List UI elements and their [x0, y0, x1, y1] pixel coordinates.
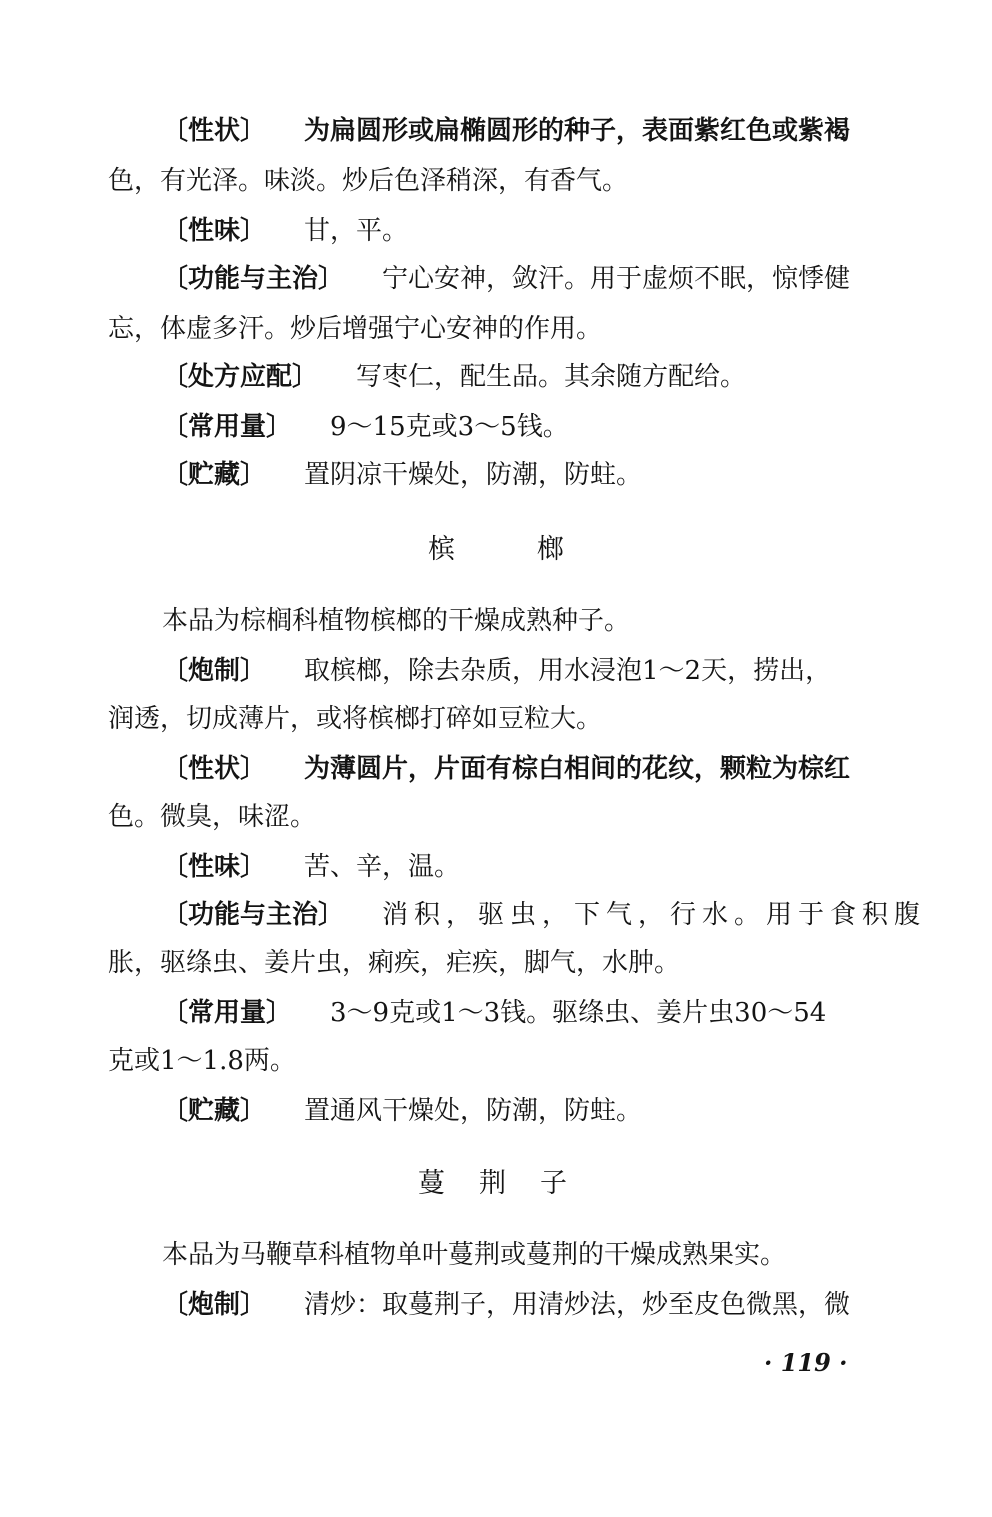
title-char: 槟 [428, 534, 455, 565]
gongneng-line-2 [108, 312, 602, 346]
section-text: 写枣仁，配生品。其余随方配给。 [356, 362, 747, 392]
binlang-gongneng-line-2 [108, 946, 680, 980]
binlang-paozhi-line-2 [108, 702, 602, 736]
entry-title-binlang [428, 532, 564, 568]
section-text: 宁心安神，敛汗。用于虚烦不眠，惊悸健 [382, 264, 851, 294]
gongneng-line-1 [162, 262, 850, 296]
section-label: 〔性状〕 [162, 754, 267, 784]
zhucang-line [162, 458, 642, 492]
section-text: 甘，平。 [304, 216, 409, 246]
binlang-xingzhuang-line-1 [162, 752, 850, 786]
section-text: 润透，切成薄片，或将槟榔打碎如豆粒大。 [108, 704, 603, 734]
section-text: 胀，驱绦虫、姜片虫，痢疾，疟疾，脚气，水肿。 [108, 948, 681, 978]
chufang-line [162, 360, 746, 394]
section-label: 〔性状〕 [162, 116, 267, 146]
section-text: 清炒：取蔓荆子，用清炒法，炒至皮色微黑，微 [304, 1290, 851, 1320]
section-label: 〔炮制〕 [162, 656, 267, 686]
section-label: 〔常用量〕 [162, 998, 293, 1028]
section-text: 消积，驱虫，下气，行水。用于食积腹 [382, 900, 927, 930]
title-char: 榔 [537, 534, 564, 565]
section-text: 苦、辛，温。 [304, 852, 461, 882]
section-label: 〔贮藏〕 [162, 460, 267, 490]
xingzhuang-line-1 [162, 114, 850, 148]
section-label: 〔功能与主治〕 [162, 264, 345, 294]
section-label: 〔炮制〕 [162, 1290, 267, 1320]
section-label: 〔性味〕 [162, 852, 267, 882]
section-text: 克或1～1.8两。 [108, 1046, 296, 1076]
section-text: 置通风干燥处，防潮，防蛀。 [304, 1096, 643, 1126]
title-char: 子 [540, 1168, 567, 1199]
section-text: 色，有光泽。味淡。炒后色泽稍深，有香气。 [108, 166, 629, 196]
title-char: 荆 [479, 1168, 506, 1199]
manjingzi-intro [162, 1238, 786, 1272]
section-label: 〔处方应配〕 [162, 362, 319, 392]
section-text: 3～9克或1～3钱。驱绦虫、姜片虫30～54 [330, 998, 827, 1028]
section-text: 色。微臭，味涩。 [108, 802, 317, 832]
section-text: 取槟榔，除去杂质，用水浸泡1～2天，捞出， [304, 656, 832, 686]
section-text: 为薄圆片，片面有棕白相间的花纹，颗粒为棕红 [304, 754, 851, 784]
binlang-yongliang-line-2 [108, 1044, 296, 1078]
binlang-xingzhuang-line-2 [108, 800, 316, 834]
section-label: 〔性味〕 [162, 216, 267, 246]
section-label: 〔功能与主治〕 [162, 900, 345, 930]
binlang-yongliang-line-1 [162, 996, 826, 1030]
manjingzi-paozhi-line-1 [162, 1288, 850, 1322]
intro-text: 本品为棕榈科植物槟榔的干燥成熟种子。 [162, 606, 631, 636]
page-number: · 119 · [764, 1348, 848, 1377]
binlang-zhucang-line [162, 1094, 642, 1128]
xingwei-line [162, 214, 408, 248]
yongliang-line [162, 410, 569, 444]
section-label: 〔贮藏〕 [162, 1096, 267, 1126]
binlang-paozhi-line-1 [162, 654, 831, 688]
section-text: 置阴凉干燥处，防潮，防蛀。 [304, 460, 643, 490]
title-char: 蔓 [418, 1168, 445, 1199]
section-text: 为扁圆形或扁椭圆形的种子，表面紫红色或紫褐 [304, 116, 851, 146]
section-text: 忘，体虚多汗。炒后增强宁心安神的作用。 [108, 314, 603, 344]
binlang-gongneng-line-1 [162, 898, 926, 932]
binlang-xingwei-line [162, 850, 460, 884]
binlang-intro [162, 604, 630, 638]
section-text: 9～15克或3～5钱。 [330, 412, 569, 442]
entry-title-manjingzi [418, 1166, 567, 1202]
xingzhuang-line-2 [108, 164, 628, 198]
intro-text: 本品为马鞭草科植物单叶蔓荆或蔓荆的干燥成熟果实。 [162, 1240, 787, 1270]
section-label: 〔常用量〕 [162, 412, 293, 442]
